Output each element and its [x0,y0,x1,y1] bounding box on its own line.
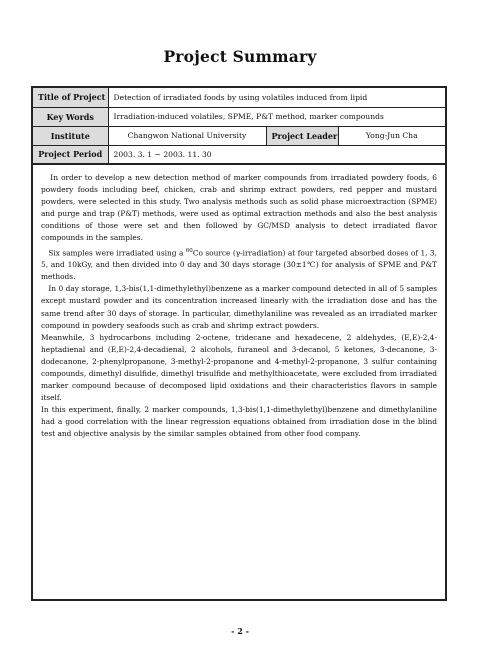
title-row [33,88,445,107]
project-info-table [33,88,445,165]
keywords-row [33,107,445,126]
period-value: 2003. 3. 1 ~ 2003. 11. 30 [108,145,445,164]
paragraph-1-text: In order to develop a new detection method of marker compounds from irradiated powdery foods, 6 powdery foods including beef, chicken, crab and shrimp extract powders, red pepper and mustard powders, were selected in this study. Two analysis methods such as solid phase microextraction (SPME) and purge and trap (P&T) methods, were used as optimal extraction methods and also the best analysis conditions of those were set and then followed by GC/MSD analysis to detect irradiated flavor compounds in the samples. [41,173,437,243]
summary-body [33,165,445,441]
paragraph-5: In this experiment, finally, 2 marker compounds, 1,3-bis(1,1-dimethylethyl)benzene and dimethylaniline had a good correlation with the linear regression equations obtained from irradiation dose in the blind test and objective analysis by the similar samples obtained from other food company. [41,405,437,439]
leader-value: Yong-Jun Cha [338,126,445,145]
paragraph-3-text: In 0 day storage, 1,3-bis(1,1-dimethylethyl)benzene as a marker compound detected in all of 5 samples except mustard powder and its concentration increased linearly with the irradiation dose and has the same trend after 30 days of storage. In particular, dimethylaniline was revealed as an irradiated marker compound in powdery seafoods such as crab and shrimp extract powders. [41,284,437,330]
paragraph-4: Meanwhile, 3 hydrocarbons including 2-octene, tridecane and hexadecene, 2 aldehydes, (E,E)-2,4-heptadienal and (E,E)-2,4-decadienal, 2 alcohols, furaneol and 3-decanol, 5 ketones, 3-decanone, 3-dodecanone, 2-phenylpropanone, 3-methyl-2-propanone and 4-methyl-2-propanone, 3 sulfur containing compounds, dimethyl disulfide, dimethyl trisulfide and methylthioacetate, were excluded from irradiated marker compound because of decomposed lipid oxidations and their characteristics flavors in sample itself. [41,332,437,403]
period-row [33,145,445,164]
keywords-label: Key Words [33,107,108,126]
leader-label: Project Leader [266,126,338,145]
period-label: Project Period [33,145,108,164]
page-title: Project Summary [163,47,317,66]
paragraph-3 [41,283,437,331]
title-value: Detection of irradiated foods by using volatiles induced from lipid [108,88,445,107]
institute-value: Changwon National University [108,126,266,145]
isotope-superscript: 60 [185,247,193,254]
institute-label: Institute [33,126,108,145]
paragraph-2 [41,245,437,284]
paragraph-2-text-b: Co source (γ-irradiation) at four targeted absorbed doses of 1, 3, 5, and 10kGy, and then divided into 0 day and 30 days storage (30±1℃) for analysis of SPME and P&T methods. [41,248,437,282]
title-label: Title of Project [33,88,108,107]
paragraph-1 [41,172,437,245]
paragraph-2-text-a: Six samples were irradiated using a [48,248,186,258]
institute-row [33,126,445,145]
keywords-value: Irradiation-induced volatiles, SPME, P&T method, marker compounds [108,107,445,126]
page-number: - 2 - [231,626,249,636]
summary-frame [31,86,447,601]
